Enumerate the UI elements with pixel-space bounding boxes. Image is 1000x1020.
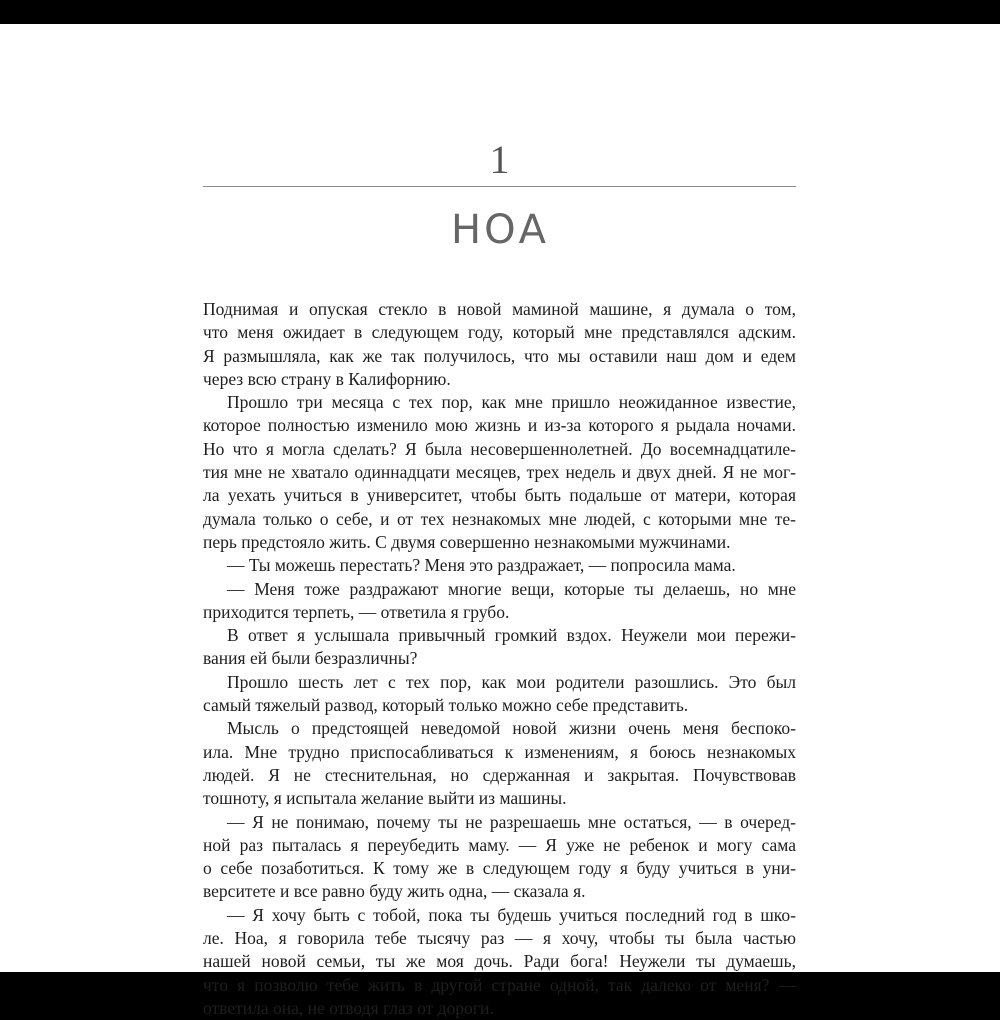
- text-line: нашей новой семьи, ты же моя дочь. Ради бога! Неужели ты думаешь,: [203, 951, 796, 972]
- text-line: о себе позаботиться. К тому же в следующем году я буду учиться в уни-: [203, 858, 796, 879]
- text-line: тошноту, я испытала желание выйти из машины.: [203, 788, 567, 809]
- paragraph: [203, 904, 796, 1020]
- chapter-divider: [203, 186, 796, 187]
- text-line: ной раз пыталась я переубедить маму. — Я уже не ребенок и могу сама: [203, 834, 796, 855]
- text-line: приходится терпеть, — ответила я грубо.: [203, 601, 510, 622]
- text-line: что меня ожидает в следующем году, который мне представлялся адским.: [203, 322, 796, 343]
- text-line: — Меня тоже раздражают многие вещи, которые ты делаешь, но мне: [227, 578, 796, 599]
- text-line: самый тяжелый развод, который только можно себе представить.: [203, 695, 689, 716]
- text-line: — Я не понимаю, почему ты не разрешаешь мне остаться, — в очеред-: [227, 811, 796, 832]
- paragraph: [203, 298, 796, 391]
- text-line: которое полностью изменило мою жизнь и из-за которого я рыдала ночами.: [203, 415, 796, 436]
- text-line: Поднимая и опуская стекло в новой маминой машине, я думала о том,: [203, 299, 796, 319]
- text-line: — Я хочу быть с тобой, пока ты будешь учиться последний год в шко-: [227, 904, 796, 925]
- text-line: ответила она, не отводя глаз от дороги.: [203, 997, 494, 1018]
- paragraph: [203, 717, 796, 810]
- paragraph: [203, 624, 796, 671]
- chapter-title: НОА: [451, 207, 549, 253]
- text-line: — Ты можешь перестать? Меня это раздражает, — попросила мама.: [227, 555, 736, 576]
- text-line: через всю страну в Калифорнию.: [203, 368, 451, 389]
- text-line: Прошло шесть лет с тех пор, как мои родители разошлись. Это был: [227, 671, 796, 692]
- text-line: ле. Ноа, я говорила тебе тысячу раз — я хочу, чтобы ты была частью: [203, 928, 796, 949]
- text-line: перь предстояло жить. С двумя совершенно незнакомыми мужчинами.: [203, 531, 731, 552]
- paragraph: [203, 671, 796, 718]
- text-line: что я позволю тебе жить в другой стране одной, так далеко от меня? —: [203, 974, 796, 995]
- chapter-number: 1: [489, 137, 511, 182]
- text-line: В ответ я услышала привычный громкий вздох. Неужели мои пережи-: [227, 625, 796, 646]
- paragraph: [203, 391, 796, 554]
- book-page: [0, 24, 1000, 1018]
- text-line: Я размышляла, как же так получилось, что мы оставили наш дом и едем: [203, 345, 796, 366]
- text-line: вания ей были безразличны?: [203, 648, 418, 669]
- text-line: ла уехать учиться в университет, чтобы быть подальше от матери, которая: [203, 485, 796, 506]
- text-line: Но что я могла сделать? Я была несовершеннолетней. До восемнадцатиле-: [203, 438, 796, 459]
- text-line: ила. Мне трудно приспосабливаться к изменениям, я боюсь незнакомых: [203, 741, 796, 762]
- text-line: Прошло три месяца с тех пор, как мне пришло неожиданное известие,: [227, 392, 796, 413]
- text-line: Мысль о предстоящей неведомой новой жизни очень меня беспоко-: [227, 718, 796, 739]
- text-line: людей. Я не стеснительная, но сдержанная и закрытая. Почувствовав: [203, 764, 796, 785]
- paragraph: [203, 554, 796, 577]
- chapter-body: [203, 298, 796, 1020]
- text-line: тия мне не хватало одиннадцати месяцев, трех недель и двух дней. Я не мог-: [203, 462, 796, 483]
- text-line: верситете и все равно буду жить одна, — сказала я.: [203, 881, 586, 902]
- text-line: думала только о себе, и от тех незнакомых мне людей, с которыми мне те-: [203, 508, 796, 529]
- paragraph: [203, 578, 796, 625]
- paragraph: [203, 811, 796, 904]
